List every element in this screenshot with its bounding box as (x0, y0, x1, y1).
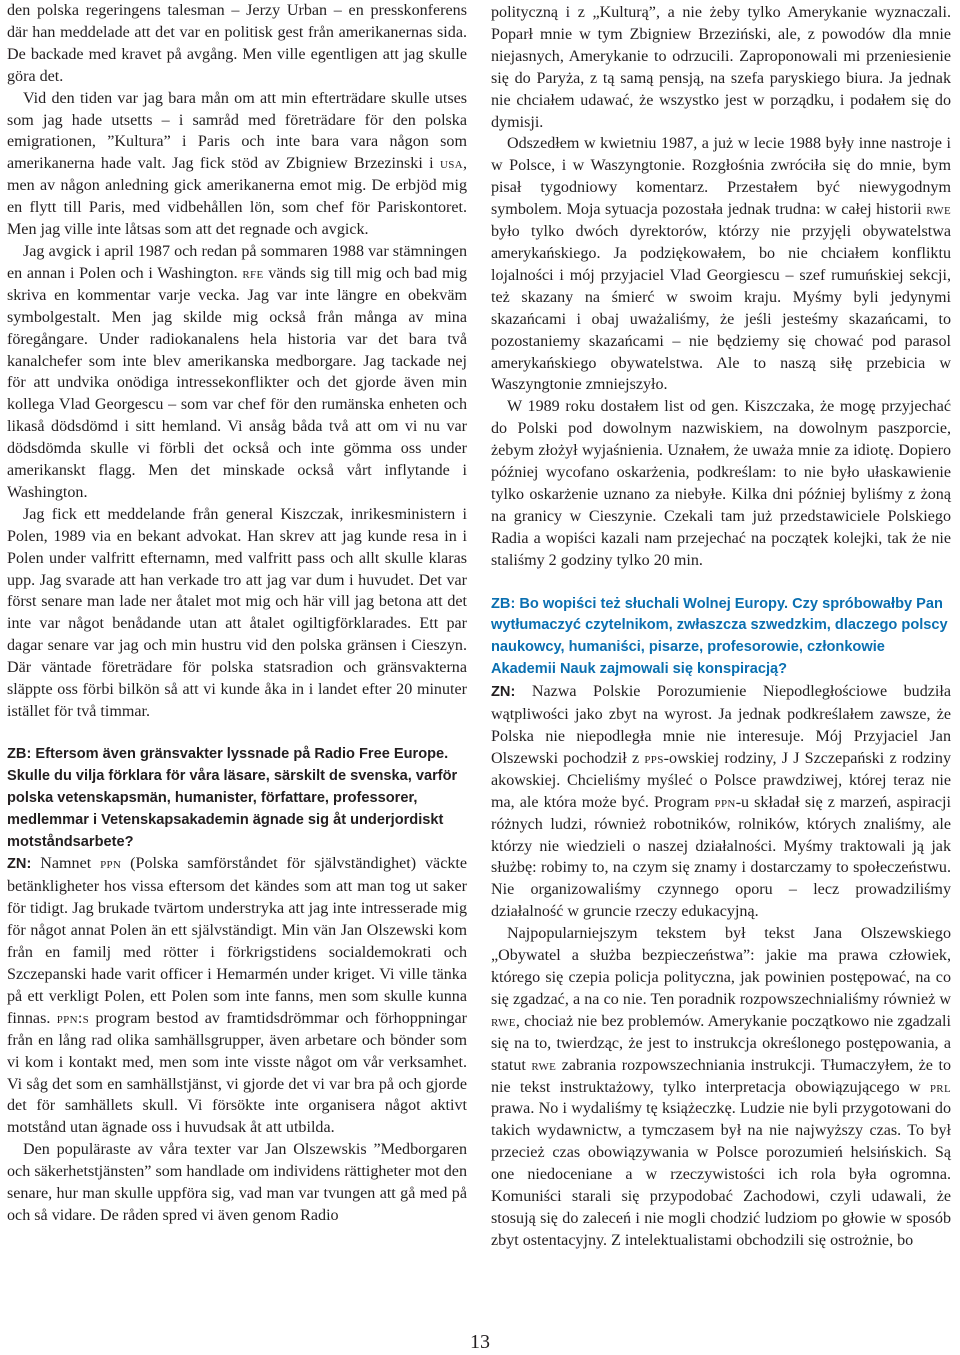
pl-a2-text-c: zabrania rozpowszechniania instrukcji. Tłumaczyłem, że to nie tekst instruktażowy, tylko interpretacja obowiązującego w (491, 1056, 951, 1096)
sv-spacer (7, 723, 467, 744)
pl-paragraph-2 (491, 133, 951, 396)
polish-column (491, 2, 951, 1252)
sv-p3-abbr-rfe: rfe (242, 264, 264, 282)
pl-a2-text-d: prawa. No i wydaliśmy tę książeczkę. Ludzie nie byli przygotowani do takich wydawnictw, a tymczasem był na nie najwyższy czas. To był przecież czas obowiązywania w Polsce porozumień helsińskich. Są one niedoceniane a w rzeczywistości ich rola była ogromna. Komuniści starali się przypodobać Zachodowi, czyli udawali, że stosują się do zaleceń i nie mogli chodzić ludziom po głowie w sposób zbyt ostentacyjny. Z intelektualistami obchodzili się ostrożnie, bo (491, 1100, 951, 1249)
pl-a2-text-a: Najpopularniejszym tekstem był tekst Jana Olszewskiego „Obywatel a służba bezpieczeństwa”: jakie ma prawa człowiek, którego się czepia policja polityczna, jak powinien postępować, na co się zgadzać, a na co nie. Ten poradnik rozpowszechnialiśmy również w (491, 925, 951, 1008)
sv-answer-1 (7, 853, 467, 1139)
pl-a2-text-b: , chociaż nie bez problemów. Amerykanie początkowo nie zgadzali się na to, twierdząc, że jest to instrukcja określonego postępowania, a statut (491, 1012, 951, 1074)
sv-paragraph-4: Jag fick ett meddelande från general Kiszczak, inrikesministern i Polen, 1989 via en bekant advokat. Han skrev att jag kunde resa in i Polen under valfritt efternamn, med valfritt pass och allt skulle klaras upp. Jag svarade att han verkade tro att jag var dum i huvudet. Det var först senare man lade ner åtalet mot mig och här vill jag betona att det inte var något benådande utan att åtalet ogiltigförklarades. Ett par dagar senare var jag och min hustru vid den polska gränsen i Cieszyn. Där väntade företrädare för polska statsradion och gränsvakterna släppte oss förbi bilkön så att vi kunde åka in i landet efter 20 minuter istället för två timmar. (7, 505, 467, 720)
sv-p3-text-a: Jag avgick i april 1987 och redan på sommaren 1988 var stämningen en annan i Polen och i Washington. (7, 242, 467, 282)
pl-spacer (491, 572, 951, 594)
sv-answer-2: Den populäraste av våra texter var Jan Olszewskis ”Medborgaren och säkerhetstjänsten” som handlade om individens rättigheter mot den senare, hur man skulle uppföra sig, vad man var tvungen att gå med på och så vidare. De råden spred vi även genom Radio (7, 1141, 467, 1224)
pl-a2-abbr-rwe-2: rwe (531, 1056, 557, 1074)
pl-a1-abbr-ppn: ppn (714, 793, 736, 811)
pl-a1-text-a: Nazwa Polskie Porozumienie Niepodległościowe budziła wątpliwości jako zbyt na wyrost. Ja jednak podkreślałem zawsze, że Polska nie niepodległa mnie nie interesuje. Mój Przyjaciel Jan Olszewski pochodził z (491, 683, 951, 767)
sv-speaker-label: ZN: (7, 856, 32, 873)
sv-a1-text-c: program bestod av framtidsdrömmar och förhoppningar från en lång rad olika samhällsgrupper, även arbetare och bönder som vi kom i kontakt med, men som inte visste något om vår verksamhet. Vi såg det som en samhällstjänst, vi gjorde det vi var bra på och gjorde det för samhällets skull. Vi försökte inte organisera något aktivt motstånd utan ägnade oss i huvudsak åt att utbilda. (7, 1009, 467, 1137)
pl-a2-abbr-rwe-1: rwe (491, 1012, 516, 1030)
pl-interviewer-question: ZB: Bo wopiści też słuchali Wolnej Europy. Czy spróbowałby Pan wytłumaczyć czytelnikom, zwłaszcza szwedzkim, dlaczego polscy naukowcy, humaniści, pisarze, profesorowie, członkowie Akademii Nauk zajmowali się konspiracją? (491, 595, 948, 678)
pl-p2-abbr-rwe: rwe (926, 201, 951, 219)
page-number: 13 (470, 1331, 490, 1353)
sv-paragraph-2 (7, 88, 467, 241)
pl-a1-text-c: -u składał się z marzeń, aspiracji różnych ludzi, również robotników, rolników, których znaliśmy, ale którzy nie wiedzieli o naszej działalności. Myśmy traktowali ją jak służbę: robimy to, na czym się znamy i dostarczamy to społeczeństwu. Nie organizowaliśmy czynnego oporu – lecz prowadziliśmy działalność w gruncie rzeczy edukacyjną. (491, 793, 951, 921)
pl-paragraph-1: polityczną i z „Kulturą”, a nie żeby tylko Amerykanie wyznaczali. Poparł mnie w tym Zbigniew Brzeziński, ale, z powodów dla mnie niejasnych, Amerykanie to odrzucili. Zaproponowali mi przeniesienie się do Paryża, z tą samą pensją, na szefa paryskiego biura. Ja jednak nie chciałem udawać, że wszystko jest w porządku, i podałem się do dymisji. (491, 4, 951, 131)
sv-a1-abbr-ppns: ppn:s (56, 1009, 90, 1027)
sv-p2-text-a: Vid den tiden var jag bara mån om att min efterträdare skulle utses som jag hade utsetts – i samråd med företrädare för den polska emigrationen, ”Kultura” i Paris och inte bara vara någon som amerikanerna hade valt. Jag fick stöd av Zbigniew Brzezinski i (7, 89, 467, 173)
sv-a1-abbr-ppn: ppn (100, 855, 122, 873)
swedish-column (7, 0, 467, 1227)
pl-speaker-label: ZN: (491, 684, 516, 701)
pl-answer-1 (491, 681, 951, 923)
sv-interviewer-question: ZB: Eftersom även gränsvakter lyssnade på Radio Free Europe. Skulle du vilja förklara för våra läsare, särskilt de svenska, varför polska vetenskapsmän, humanister, författare, professorer, medlemmar i Vetenskapsakademin ägnade sig åt underjordiskt motståndsarbete? (7, 745, 458, 850)
sv-p2-text-b: , men av någon anledning gick amerikanerna emot mig. De erbjöd mig en flytt till Paris, med vidbehållen lön, som chef för Pariskontoret. Men jag ville inte låtsas som att det regnade och avgick. (7, 155, 467, 239)
sv-a1-text-a: Namnet (31, 855, 101, 873)
sv-p3-text-b: vänds sig till mig och bad mig skriva en kommentar varje vecka. Jag var inte längre en obekväm symbolgestalt. Men jag skilde mig också från många av mina föregångare. Under radiokanalens hela historia var det bara två kanalchefer som inte blev amerikanska medborgare. Jag tackade nej för att undvika onödiga intressekonflikter och det gjorde även min kollega Vlad Georgescu – som var chef för den rumänska enheten och likaså dödsdömd i sitt hemland. Vi ansåg båda två att om vi nu var dödsdömda skulle vi förbli det också och inte gömma oss under amerikanskt flagg. Men det minskade också vårt inflytande i Washington. (7, 264, 467, 501)
sv-p2-abbr-usa: usa (439, 155, 463, 173)
pl-paragraph-3: W 1989 roku dostałem list od gen. Kiszczaka, że mogę przyjechać do Polski pod dowolnym nazwiskiem, na dowolnym paszporcie, żebym złożył wyjaśnienia. Uznałem, że uważa mnie za idiotę. Dopiero później wycofano oskarżenia, podkreślam: to nie było ułaskawienie tylko oskarżenie uznano za niebyłe. Kilka dni później byliśmy z żoną na granicy w Cieszynie. Czekali tam już przedstawiciele Polskiego Radia a wopiści kazali nam przejechać na początek kolejki, tak że nie staliśmy 2 godziny tylko 20 min. (491, 398, 951, 569)
pl-p2-text-b: było tylko dwóch dyrektorów, którzy nie przyjęli obywatelstwa amerykańskiego. Ja podziękowałem, bo nie chciałem konfliktu lojalności i mój przyjaciel Vlad Georgiescu – szef rumuńskiej sekcji, też skazany na śmierć w swoim kraju. Myśmy byli jedynymi skazańcami i obaj uważaliśmy, że jeśli jesteśmy skazańcami, to pozostaniemy skazańcami – nie będziemy się chować pod parasol amerykańskiego obywatelstwa. Ale to naszą siłę przebicia w Waszyngtonie zmniejszyło. (491, 223, 951, 394)
sv-paragraph-3 (7, 241, 467, 504)
pl-p2-text-a: Odszedłem w kwietniu 1987, a już w lecie 1988 były inne nastroje i w Polsce, i w Waszyngtonie. Rozgłośnia zwróciła się do mnie, bym pisał tygodniowy komentarz. Przestałem być niewygodnym symbolem. Moja sytuacja pozostała jednak trudna: w całej historii (491, 135, 951, 219)
pl-a2-abbr-prl: prl (929, 1078, 951, 1096)
pl-a1-abbr-pps: pps (644, 749, 664, 767)
pl-answer-2 (491, 923, 951, 1252)
sv-a1-text-b: (Polska samförståndet för självständighet) väckte betänkligheter hos vissa eftersom det kändes som att man tog ut saker för tidigt. Jag brukade tvärtom understryka att jag inte intresserade mig för något annat Polen än ett självständigt. Min vän Jan Olszewski kom från en familj med rötter i förkrigstidens socialdemokrati och Szczepanski hade varit officer i Hemarmén under kriget. Vi ville tänka på ett verkligt Polen, ett Polen som inte fanns, men som skulle kunna finnas. (7, 855, 467, 1027)
sv-paragraph-1: den polska regeringens talesman – Jerzy Urban – en presskonferens där han meddelade att det var en politisk gest från amerikanernas sida. De backade med kravet på avgång. Men ville egentligen att jag skulle göra det. (7, 2, 467, 85)
pl-a1-text-b: -owskiej rodziny, J J Szczepański z rodziny akowskiej. Chcieliśmy myśleć o Polsce prawdziwej, której teraz nie ma, ale która może być. Program (491, 749, 951, 811)
